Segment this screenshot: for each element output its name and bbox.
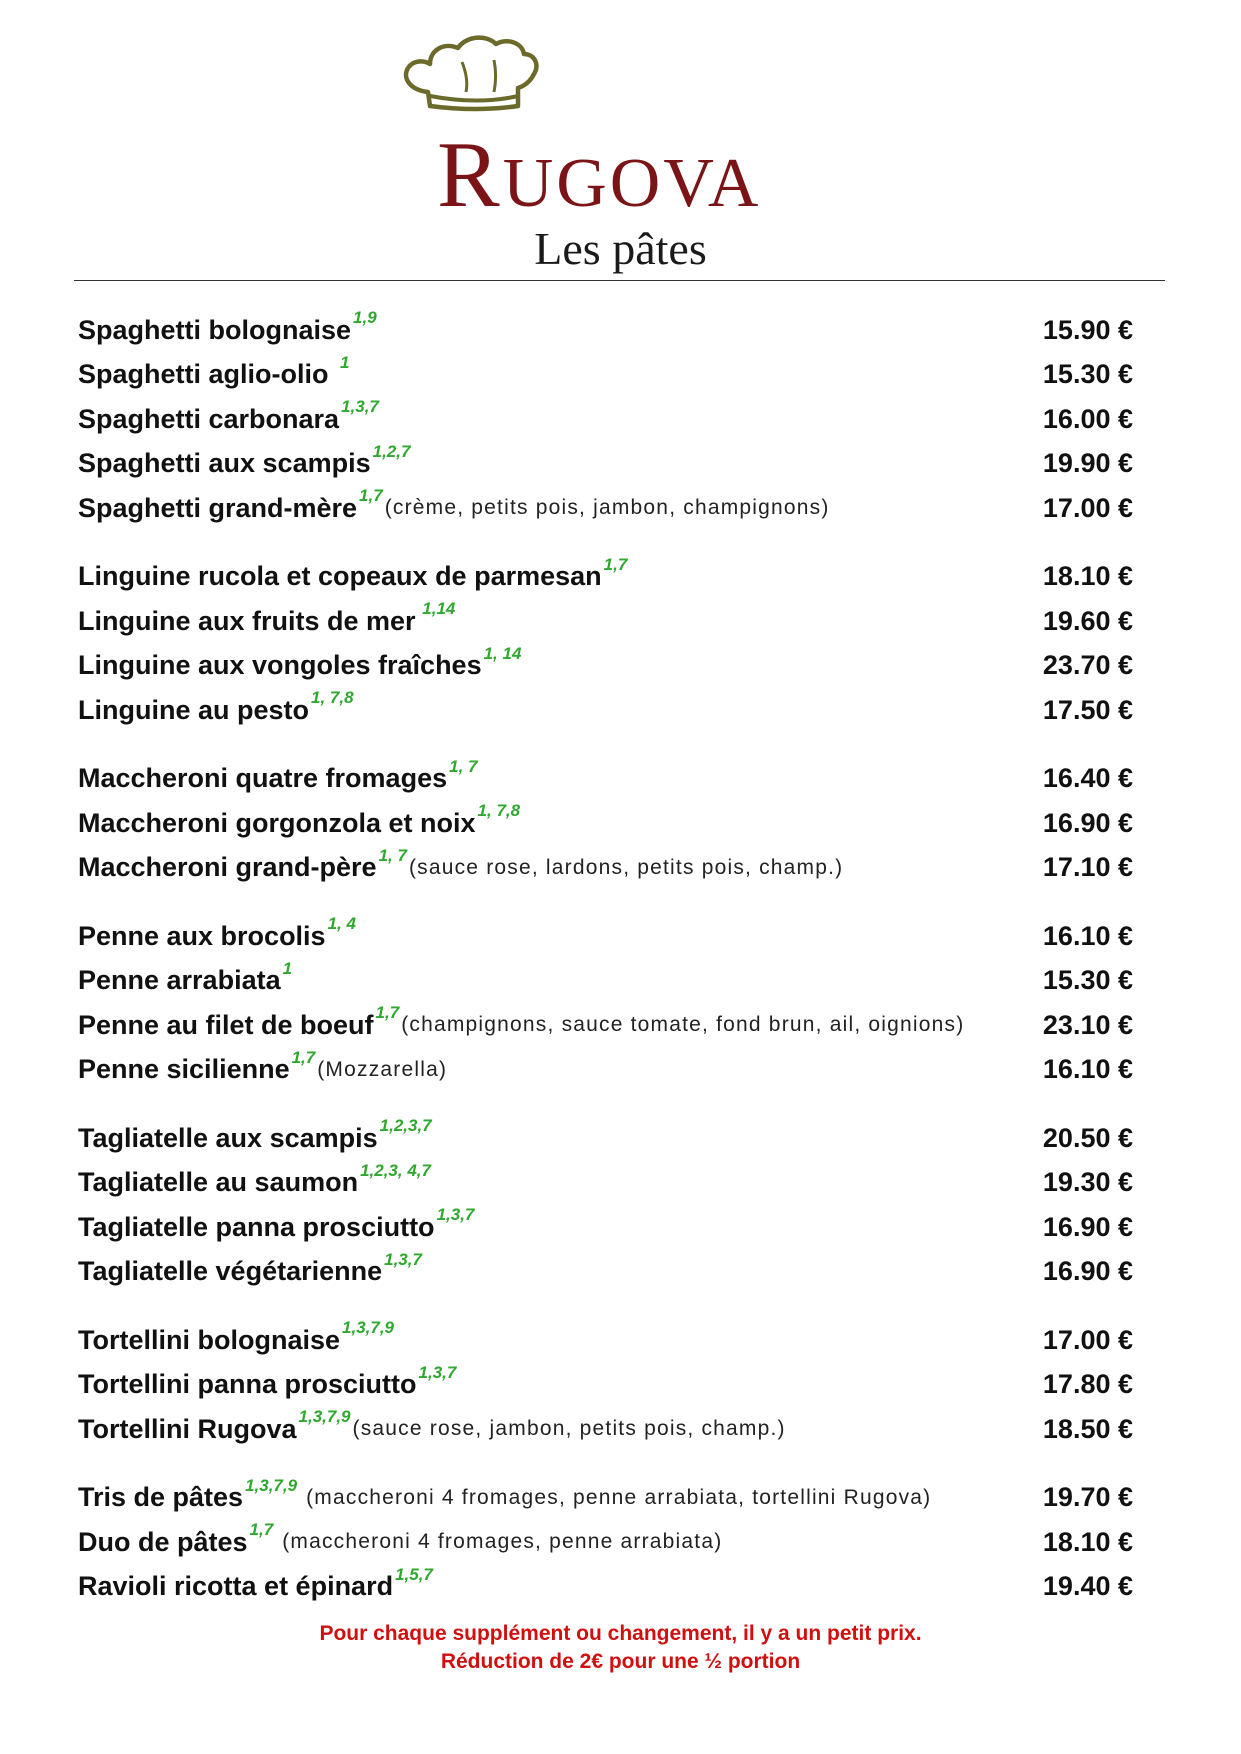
page-title: Les pâtes bbox=[534, 223, 707, 274]
menu-item bbox=[78, 1205, 1133, 1250]
dish-description: (maccheroni 4 fromages, penne arrabiata, tortellini Rugova) bbox=[299, 1485, 932, 1509]
menu-item bbox=[78, 846, 1133, 891]
allergen-codes: 1,5,7 bbox=[395, 1564, 433, 1584]
menu-section bbox=[78, 914, 1133, 1092]
menu-item bbox=[78, 1565, 1133, 1610]
dish-name: Penne sicilienne bbox=[78, 1054, 290, 1085]
logo-wordmark: RUGOVA bbox=[437, 123, 762, 227]
dish-price: 19.90 € bbox=[1042, 448, 1133, 479]
menu-item bbox=[78, 442, 1133, 487]
menu-item bbox=[78, 757, 1133, 802]
dish-name: Ravioli ricotta et épinard bbox=[78, 1571, 394, 1602]
menu-item bbox=[78, 914, 1133, 959]
menu-item bbox=[78, 353, 1133, 398]
allergen-codes: 1,7 bbox=[291, 1047, 316, 1067]
dish-name: Linguine au pesto bbox=[78, 694, 310, 725]
dish-description: (crème, petits pois, jambon, champignons) bbox=[384, 496, 830, 520]
menu-item bbox=[78, 1407, 1133, 1452]
menu-item bbox=[78, 1048, 1133, 1093]
menu-item bbox=[78, 959, 1133, 1004]
allergen-codes: 1,9 bbox=[353, 308, 377, 328]
dish-price: 17.00 € bbox=[1042, 1324, 1133, 1355]
menu-item bbox=[78, 1003, 1133, 1048]
menu-item bbox=[78, 1520, 1133, 1565]
dish-name: Tortellini panna prosciutto bbox=[78, 1369, 417, 1400]
menu-section bbox=[78, 555, 1133, 733]
dish-name: Tris de pâtes bbox=[78, 1482, 244, 1513]
menu-item bbox=[78, 1476, 1133, 1521]
allergen-codes: 1,7 bbox=[249, 1520, 274, 1540]
dish-description: (Mozzarella) bbox=[317, 1057, 448, 1081]
allergen-codes: 1,2,3,7 bbox=[379, 1116, 432, 1136]
dish-price: 18.50 € bbox=[1042, 1413, 1133, 1444]
dish-price: 17.00 € bbox=[1042, 492, 1133, 523]
menu-item bbox=[78, 599, 1133, 644]
dish-name: Penne aux brocolis bbox=[78, 920, 326, 951]
dish-description: (sauce rose, lardons, petits pois, champ.) bbox=[408, 855, 844, 879]
allergen-codes: 1, 7 bbox=[378, 845, 407, 865]
title-divider bbox=[74, 280, 1165, 281]
allergen-codes: 1,3,7 bbox=[384, 1249, 422, 1269]
footer-line-1: Pour chaque supplément ou changement, il y a un petit prix. bbox=[319, 1622, 922, 1645]
menu-item bbox=[78, 1250, 1133, 1295]
footer-note bbox=[0, 1620, 1241, 1676]
menu-section bbox=[78, 308, 1133, 531]
dish-name: Tagliatelle aux scampis bbox=[78, 1122, 378, 1153]
menu-item bbox=[78, 1318, 1133, 1363]
allergen-codes: 1, 14 bbox=[483, 643, 522, 663]
dish-price: 23.70 € bbox=[1042, 650, 1133, 681]
dish-price: 20.50 € bbox=[1042, 1122, 1133, 1153]
menu-item bbox=[78, 308, 1133, 353]
allergen-codes: 1,3,7 bbox=[341, 397, 379, 417]
dish-name: Spaghetti aux scampis bbox=[78, 448, 371, 479]
dish-price: 16.00 € bbox=[1042, 403, 1133, 434]
dish-name: Spaghetti bolognaise bbox=[78, 314, 352, 345]
menu-section bbox=[78, 1116, 1133, 1294]
dish-name: Tagliatelle végétarienne bbox=[78, 1256, 383, 1287]
menu-section bbox=[78, 757, 1133, 891]
dish-name: Tagliatelle au saumon bbox=[78, 1167, 359, 1198]
chef-hat-icon bbox=[400, 30, 560, 125]
menu-item bbox=[78, 486, 1133, 531]
dish-price: 16.10 € bbox=[1042, 1054, 1133, 1085]
dish-price: 16.10 € bbox=[1042, 920, 1133, 951]
dish-name: Maccheroni gorgonzola et noix bbox=[78, 807, 476, 838]
menu-section bbox=[78, 1318, 1133, 1452]
allergen-codes: 1,14 bbox=[417, 599, 456, 619]
dish-price: 19.40 € bbox=[1042, 1571, 1133, 1602]
allergen-codes: 1, 7,8 bbox=[311, 688, 354, 708]
dish-price: 15.90 € bbox=[1042, 314, 1133, 345]
dish-name: Maccheroni quatre fromages bbox=[78, 763, 448, 794]
dish-price: 16.90 € bbox=[1042, 1211, 1133, 1242]
menu-item bbox=[78, 555, 1133, 600]
allergen-codes: 1, 7 bbox=[449, 756, 478, 776]
allergen-codes: 1,2,3, 4,7 bbox=[360, 1160, 431, 1180]
dish-description: (champignons, sauce tomate, fond brun, ail, oignions) bbox=[401, 1013, 965, 1037]
dish-name: Linguine aux fruits de mer bbox=[78, 605, 416, 636]
allergen-codes: 1, 7,8 bbox=[477, 801, 521, 821]
allergen-codes: 1,3,7,9 bbox=[342, 1318, 395, 1338]
allergen-codes: 1,7 bbox=[375, 1003, 400, 1023]
dish-price: 19.30 € bbox=[1042, 1167, 1133, 1198]
dish-name: Maccheroni grand-père bbox=[78, 852, 377, 883]
dish-name: Duo de pâtes bbox=[78, 1526, 248, 1557]
dish-price: 18.10 € bbox=[1042, 561, 1133, 592]
dish-name: Penne arrabiata bbox=[78, 965, 281, 996]
dish-price: 16.90 € bbox=[1042, 807, 1133, 838]
restaurant-logo bbox=[400, 30, 860, 227]
dish-name: Spaghetti carbonara bbox=[78, 403, 340, 434]
menu-item bbox=[78, 801, 1133, 846]
dish-description: (sauce rose, jambon, petits pois, champ.) bbox=[352, 1417, 786, 1441]
dish-name: Spaghetti aglio-olio bbox=[78, 359, 329, 390]
dish-price: 23.10 € bbox=[1042, 1009, 1133, 1040]
dish-name: Spaghetti grand-mère bbox=[78, 492, 358, 523]
dish-price: 17.10 € bbox=[1042, 852, 1133, 883]
allergen-codes: 1, 4 bbox=[327, 914, 356, 934]
allergen-codes: 1 bbox=[330, 352, 350, 372]
allergen-codes: 1,3,7,9 bbox=[298, 1407, 351, 1427]
menu-item bbox=[78, 1161, 1133, 1206]
allergen-codes: 1,7 bbox=[603, 554, 628, 574]
dish-name: Penne au filet de boeuf bbox=[78, 1009, 374, 1040]
dish-description: (maccheroni 4 fromages, penne arrabiata) bbox=[275, 1530, 723, 1554]
footer-line-2: Réduction de 2€ pour une ½ portion bbox=[440, 1650, 801, 1673]
dish-price: 17.80 € bbox=[1042, 1369, 1133, 1400]
dish-name: Tagliatelle panna prosciutto bbox=[78, 1211, 435, 1242]
dish-name: Linguine rucola et copeaux de parmesan bbox=[78, 561, 602, 592]
allergen-codes: 1,3,7 bbox=[418, 1362, 457, 1382]
menu-item bbox=[78, 688, 1133, 733]
dish-price: 17.50 € bbox=[1042, 694, 1133, 725]
menu-item bbox=[78, 1363, 1133, 1408]
menu-item bbox=[78, 644, 1133, 689]
dish-price: 16.40 € bbox=[1042, 763, 1133, 794]
allergen-codes: 1 bbox=[282, 958, 293, 978]
allergen-codes: 1,3,7,9 bbox=[245, 1475, 298, 1495]
menu-item bbox=[78, 1116, 1133, 1161]
allergen-codes: 1,3,7 bbox=[436, 1205, 475, 1225]
dish-name: Linguine aux vongoles fraîches bbox=[78, 650, 482, 681]
menu-list bbox=[78, 308, 1133, 1633]
allergen-codes: 1,7 bbox=[359, 486, 383, 506]
menu-section bbox=[78, 1476, 1133, 1610]
dish-name: Tortellini bolognaise bbox=[78, 1324, 341, 1355]
dish-price: 19.70 € bbox=[1042, 1482, 1133, 1513]
dish-price: 15.30 € bbox=[1042, 359, 1133, 390]
dish-price: 19.60 € bbox=[1042, 605, 1133, 636]
dish-price: 15.30 € bbox=[1042, 965, 1133, 996]
dish-price: 18.10 € bbox=[1042, 1526, 1133, 1557]
allergen-codes: 1,2,7 bbox=[372, 441, 411, 461]
dish-price: 16.90 € bbox=[1042, 1256, 1133, 1287]
dish-name: Tortellini Rugova bbox=[78, 1413, 297, 1444]
menu-item bbox=[78, 397, 1133, 442]
